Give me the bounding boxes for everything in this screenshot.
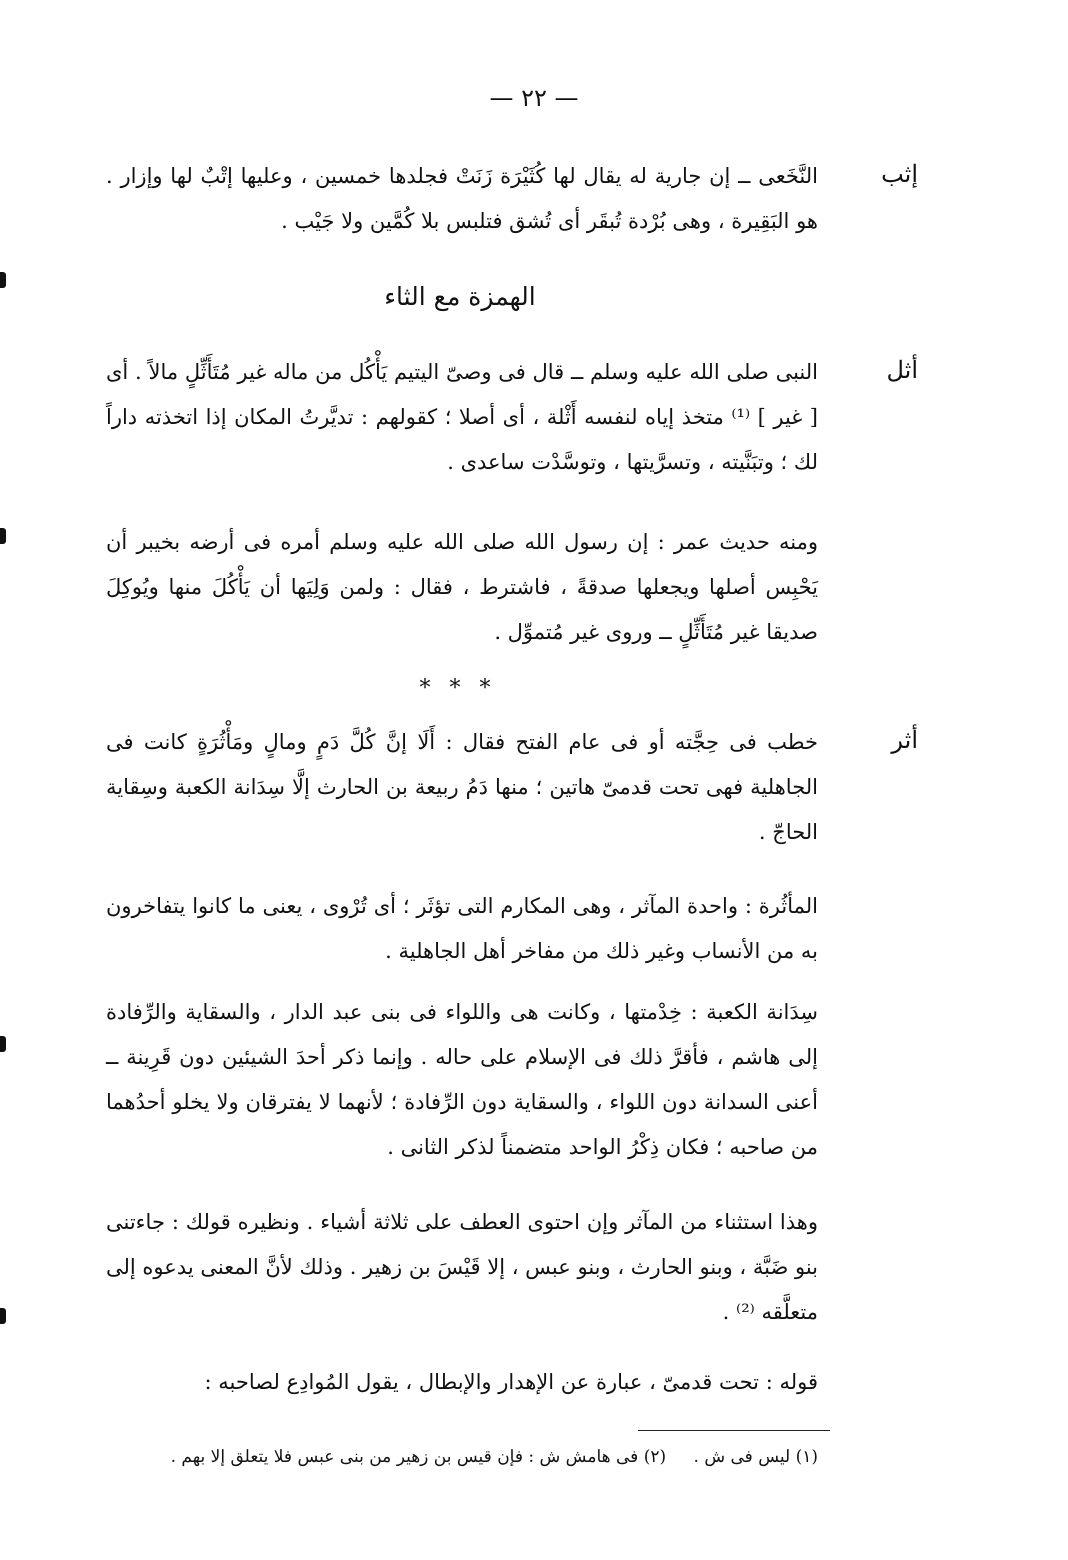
footnote-1: (١) ليس فى ش . — [693, 1447, 818, 1467]
entry-ithb-paragraph: النَّخَعى ــ إن جارية له يقال لها كُثَيْرَة زَنَتْ فجلدها خمسين ، وعليها إتْبٌ لها وإزار . هو البَقِيرة ، وهى بُرْدة تُبقَر أى تُشق فتلبس بلا كُمَّين ولا جَيْب . — [106, 164, 818, 233]
entry-athr-text-4 — [106, 1200, 818, 1335]
entry-athr-paragraph-3: سِدَانة الكعبة : خِدْمتها ، وكانت هى واللواء فى بنى عبد الدار ، والسقاية والرِّفادة إلى هاشم ، فأقرَّ ذلك فى الإسلام على حاله . وإنما ذكر أحدَ الشيئين دون قَرِينة ــ أعنى السدانة دون اللواء ، والسقاية دون الرِّفادة ؛ لأنهما لا يفترقان ولا يخلو أحدُهما من صاحبه ؛ فكان ذِكْرُ الواحد متضمناً لذكر الثانى . — [106, 1000, 818, 1159]
headword-athr: أثر — [891, 726, 918, 754]
footnote-rule — [638, 1430, 830, 1431]
entry-ithb-text — [106, 154, 818, 244]
entry-athr-text-5 — [106, 1360, 818, 1405]
section-heading: الهمزة مع الثاء — [384, 282, 536, 311]
footnote-2: (٢) فى هامش ش : فإن قيس بن زهير من بنى عبس فلا يتعلق إلا بهم . — [170, 1447, 667, 1467]
entry-athr-paragraph-1: خطب فى حِجَّته أو فى عام الفتح فقال : أَلَا إنَّ كُلَّ دَمٍ ومالٍ ومَأْثُرَةٍ كانت فى الجاهلية فهى تحت قدمىّ هاتين ؛ منها دَمُ ربيعة بن الحارث إلَّا سِدَانة الكعبة وسِقاية الحاجّ . — [106, 730, 818, 844]
entry-athr-paragraph-4: وهذا استثناء من المآثر وإن احتوى العطف على ثلاثة أشياء . ونظيره قولك : جاءتنى بنو ضَبَّة ، وبنو الحارث ، وبنو عبس ، إلا قَيْسَ بن زهير . وذلك لأنَّ المعنى يدعوه إلى متعلَّقه ⁽²⁾ . — [106, 1210, 818, 1324]
entry-athr-text-2 — [106, 884, 818, 974]
headword-ithb: إثب — [881, 160, 918, 188]
scan-mark — [0, 272, 6, 288]
scan-mark — [0, 1308, 6, 1324]
entry-athl-text-2 — [106, 520, 818, 655]
page-number: — ٢٢ — — [489, 84, 579, 112]
entry-athr-paragraph-2: المأثُرة : واحدة المآثر ، وهى المكارم التى تؤثَر ؛ أى تُرْوى ، يعنى ما كانوا يتفاخرون به من الأنساب وغير ذلك من مفاخر أهل الجاهلية . — [106, 894, 818, 963]
entry-athl-text — [106, 350, 818, 485]
entry-athl-paragraph-2: ومنه حديث عمر : إن رسول الله صلى الله عليه وسلم أمره فى أرضه بخيبر أن يَحْبِس أصلها ويجعلها صدقةً ، فاشترط ، فقال : ولمن وَلِيَها أن يَأْكُلَ منها ويُوكِلَ صديقا غير مُتَأَثِّلٍ ــ وروى غير مُتموِّل . — [106, 530, 818, 644]
scan-mark — [0, 1036, 6, 1052]
entry-athr-text — [106, 720, 818, 855]
headword-athl: أثل — [886, 356, 918, 384]
footnotes — [106, 1442, 818, 1472]
section-separator: * * * — [419, 676, 497, 701]
entry-athr-text-3 — [106, 990, 818, 1170]
entry-athl-paragraph-1: النبى صلى الله عليه وسلم ــ قال فى وصىّ اليتيم يَأْكُل من ماله غير مُتَأَثِّلٍ مالاً . أى [ غير ] ⁽¹⁾ متخذ إياه لنفسه أَثْلة ، أى أصلا ؛ كقولهم : تديَّرتُ المكان إذا اتخذته داراً لك ؛ وتبَنَّيته ، وتسرَّيتها ، وتوسَّدْت ساعدى . — [106, 360, 818, 474]
scan-mark — [0, 528, 6, 544]
entry-athr-paragraph-5: قوله : تحت قدمىّ ، عبارة عن الإهدار والإبطال ، يقول المُوادِع لصاحبه : — [204, 1370, 818, 1394]
